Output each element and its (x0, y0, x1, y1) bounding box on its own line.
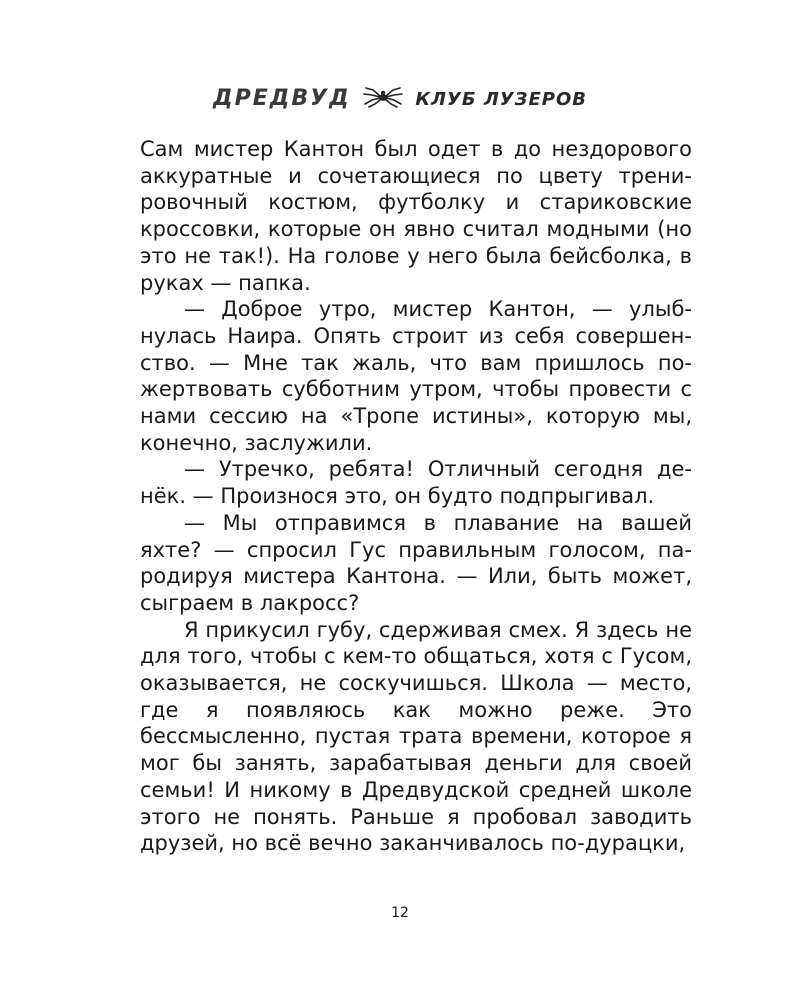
running-head (0, 86, 800, 112)
body-text (140, 136, 692, 857)
paragraph: Я прикусил губу, сдерживая смех. Я здесь не для того, чтобы с кем-то общаться, хотя с Гусом, оказывается, не соскучишься. Школа — место, где я появляюсь как можно реже. Это бессмысленно, пустая трата времени, которое я мог бы занять, зарабатывая деньги для своей семьи! И никому в Дредвудской средней школе этого не понять. Раньше я пробовал заводить друзей, но всё вечно заканчивалось по-дурацки, (140, 617, 692, 856)
paragraph: — Утречко, ребята! Отличный сегодня денёк. — Произнося это, он будто подпрыгивал. (140, 457, 692, 509)
paragraph: Сам мистер Кантон был одет в до нездорового аккуратные и сочетающиеся по цвету тренировочный костюм, футболку и стариковские кроссовки, которые он явно считал модными (но это не так!). На голове у него была бейсболка, в руках — папка. (140, 137, 692, 295)
book-title: КЛУБ ЛУЗЕРОВ (415, 89, 587, 110)
paragraph: — Мы отправимся в плавание на вашей яхте? — спросил Гус правильным голосом, пародируя мистера Кантона. — Или, быть может, сыграем в лакросс? (140, 510, 692, 615)
page-number: 12 (391, 905, 409, 921)
series-title: ДРЕДВУД (213, 86, 351, 111)
paragraph: — Доброе утро, мистер Кантон, — улыбнулась Наира. Опять строит из себя совершенство. — Мне так жаль, что вам пришлось пожертвовать субботним утром, чтобы провести с нами сессию на «Тропе истины», которую мы, конечно, заслужили. (140, 297, 692, 455)
spider-icon (363, 86, 403, 108)
